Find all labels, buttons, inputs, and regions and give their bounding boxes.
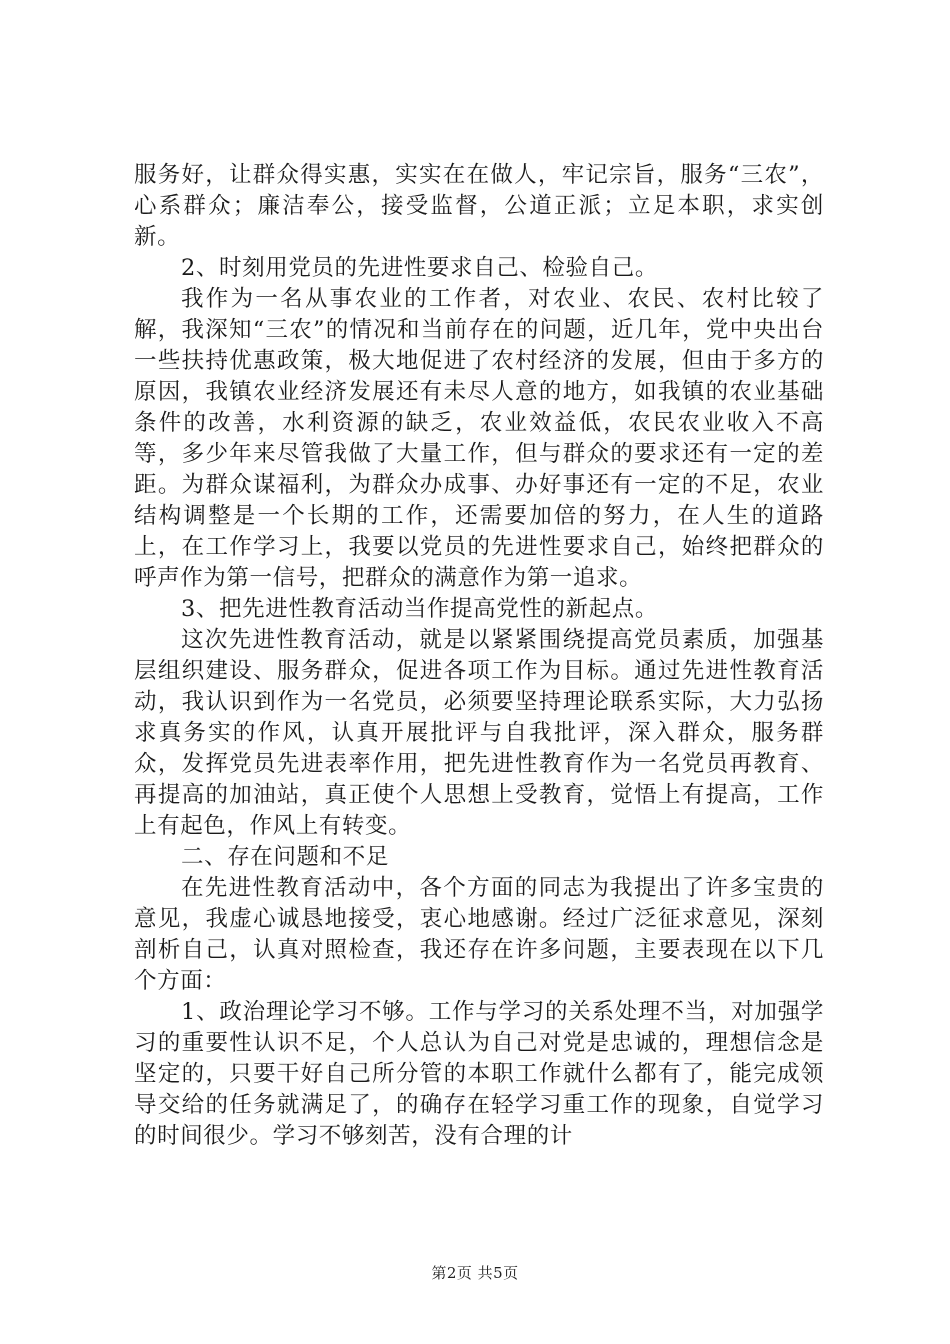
paragraph: 这次先进性教育活动，就是以紧紧围绕提高党员素质，加强基层组织建设、服务群众，促进各项工作为目标。通过先进性教育活动，我认识到作为一名党员，必须要坚持理论联系实际，大力弘扬求真务实的作风，认真开展批评与自我批评，深入群众，服务群众，发挥党员先进表率作用，把先进性教育作为一名党员再教育、再提高的加油站，真正使个人思想上受教育，觉悟上有提高，工作上有起色，作风上有转变。 [134,627,824,839]
paragraph: 1、政治理论学习不够。工作与学习的关系处理不当，对加强学习的重要性认识不足，个人总认为自己对党是忠诚的，理想信念是坚定的，只要干好自己所分管的本职工作就什么都有了，能完成领导交给的任务就满足了，的确存在轻学习重工作的现象，自觉学习的时间很少。学习不够刻苦，没有合理的计 [134,999,824,1149]
paragraph: 我作为一名从事农业的工作者，对农业、农民、农村比较了解，我深知“三农”的情况和当前存在的问题，近几年，党中央出台一些扶持优惠政策，极大地促进了农村经济的发展，但由于多方的原因，我镇农业经济发展还有未尽人意的地方，如我镇的农业基础条件的改善，水利资源的缺乏，农业效益低，农民农业收入不高等，多少年来尽管我做了大量工作，但与群众的要求还有一定的差距。为群众谋福利，为群众办成事、办好事还有一定的不足，农业结构调整是一个长期的工作，还需要加倍的努力，在人生的道路上，在工作学习上，我要以党员的先进性要求自己，始终把群众的呼声作为第一信号，把群众的满意作为第一追求。 [134,286,824,591]
paragraph: 在先进性教育活动中，各个方面的同志为我提出了许多宝贵的意见，我虚心诚恳地接受，衷心地感谢。经过广泛征求意见，深刻剖析自己，认真对照检查，我还存在许多问题，主要表现在以下几个方面： [134,875,824,994]
paragraph: 3、把先进性教育活动当作提高党性的新起点。 [181,596,658,622]
paragraph: 二、存在问题和不足 [181,844,389,870]
paragraph: 2、时刻用党员的先进性要求自己、检验自己。 [181,255,658,281]
document-body [134,160,824,1152]
page-footer: 第2页 共5页 [431,1264,519,1282]
paragraph: 服务好，让群众得实惠，实实在在做人，牢记宗旨，服务“三农”，心系群众；廉洁奉公，接受监督，公道正派；立足本职，求实创新。 [134,162,824,250]
